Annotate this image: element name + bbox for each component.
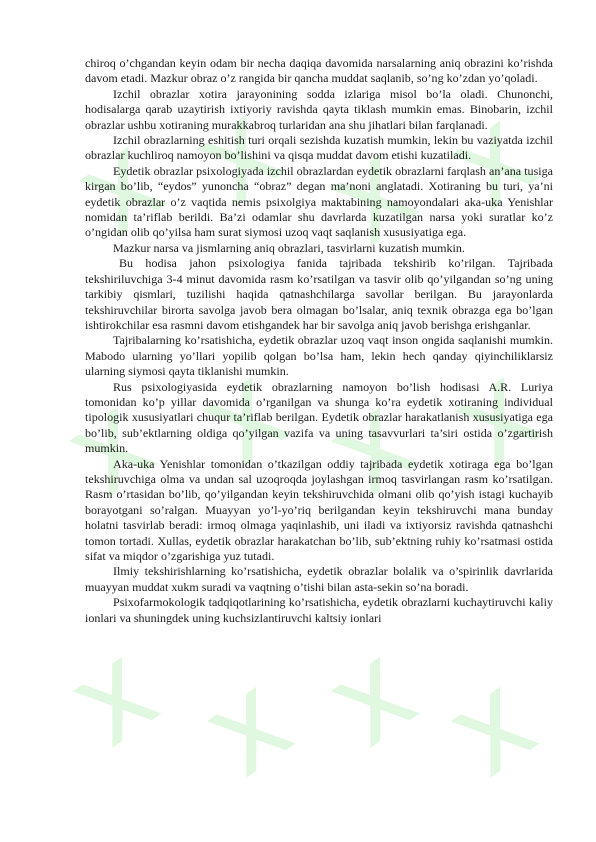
paragraph-10: Ilmiy tekshirishlarning ko’rsatishicha, eydetik obrazlar bolalik va o’spirinlik davrlarida muayyan muddat xukm suradi va vaqtning o’tishi bilan asta-sekin so’na boradi. — [85, 564, 553, 594]
document-body — [85, 56, 553, 626]
paragraph-1: chiroq o’chgandan keyin odam bir necha daqiqa davomida narsalarning aniq obrazini ko’rishda davom etadi. Mazkur obraz o’z rangida bir qancha muddat saqlanib, so’ng ko’zdan yo’qoladi. — [85, 56, 553, 86]
paragraph-3: Izchil obrazlarning eshitish turi orqali sezishda kuzatish mumkin, lekin bu vaziyatda izchil obrazlar kuchliroq namoyon bo’lishini va qisqa muddat davom etishi kuzatiladi. — [85, 133, 553, 163]
paragraph-2: Izchil obrazlar xotira jarayonining sodda izlariga misol bo’la oladi. Chunonchi, hodisalarga qarab uzaytirish ixtiyoriy ravishda qayta tiklash mumkin emas. Binobarin, izchil obrazlar ushbu xotiraning murakkabroq turlaridan ana shu jihatlari bilan farqlanadi. — [85, 86, 553, 132]
paragraph-11: Psixofarmokologik tadqiqotlarining ko’rsatishicha, eydetik obrazlarni kuchaytiruvchi kaliy ionlari va shuningdek uning kuchsizlantiruvchi kaltsiy ionlari — [85, 595, 553, 625]
paragraph-5: Mazkur narsa va jismlarning aniq obrazlari, tasvirlarni kuzatish mumkin. — [113, 240, 465, 255]
paragraph-7: Tajribalarning ko’rsatishicha, eydetik obrazlar uzoq vaqt inson ongida saqlanishi mumkin. Mabodo ularning yo’llari yopilib qolgan bo’lsa ham, lekin hech qanday qiyinchiliklarsiz ularning siymosi qayta tiklanishi mumkin. — [85, 333, 553, 379]
paragraph-6: Bu hodisa jahon psixologiya fanida tajribada tekshirib ko’rilgan. Tajribada tekshiriluvchiga 3-4 minut davomida rasm ko’rsatilgan va tasvir olib qo’yilgandan so’ng uning tarkibiy qismlari, tuzilishi haqida qatnashchilarga savollar berilgan. Bu jarayonlarda tekshiruvchilar birorta savolga javob bera olmagan bo’lsalar, aniq texnik obrazga ega bo’lgan ishtirokchilar esa rasmni davom etishgandek har bir savolga aniq javob berishga erishganlar. — [85, 256, 553, 332]
paragraph-8: Rus psixologiyasida eydetik obrazlarning namoyon bo’lish hodisasi A.R. Luriya tomonidan ko’p yillar davomida o’rganilgan va shunga ko’ra eydetik xotiraning individual tipologik xususiyatlari chuqur ta’riflab berilgan. Eydetik obrazlar harakatlanish xususiyatiga ega bo’lib, sub’ektlarning oldiga qo’yilgan vazifa va uning tasavvurlari ta’siri ostida o’zgartirish mumkin. — [85, 379, 553, 456]
paragraph-9: Aka-uka Yenishlar tomonidan o’tkazilgan oddiy tajribada eydetik xotiraga ega bo’lgan tekshiruvchiga olma va undan sal uzoqroqda joylashgan irmoq tasvirlangan rasm ko’rsatilgan. Rasm o’rtasidan bo’lib, qo’yilgandan keyin tekshiruvchida olmani olib qo’yish istagi kuchayib borayotgani so’ralgan. Muayyan yo’l-yo’riq berilgandan keyin tekshiruvchi mana bunday holatni tasvirlab beradi: irmoq olmaga yaqinlashib, uni iladi va ixtiyorsiz ravishda qatnashchi tomon tortadi. Xullas, eydetik obrazlar harakatchan bo’lib, sub’ektning ruhiy ko’rsatmasi ostida sifat va miqdor o’zgarishiga yuz tutadi. — [85, 456, 553, 563]
paragraph-4: Eydetik obrazlar psixologiyada izchil obrazlardan eydetik obrazlarni farqlash an’ana tusiga kirgan bo’lib, “eydos” yunoncha “obraz” degan ma’noni anglatadi. Xotiraning bu turi, ya’ni eydetik obrazlar o’z vaqtida nemis psixolgiya maktabining namoyondalari aka-uka Yenishlar nomidan ta’riflab berildi. Ba’zi odamlar shu davrlarda kuzatilgan narsa yoki suratlar ko’z o’ngidan olib qo’yilsa ham surat siymosi uzoq vaqt saqlanish xususiyatiga ega. — [85, 163, 553, 240]
